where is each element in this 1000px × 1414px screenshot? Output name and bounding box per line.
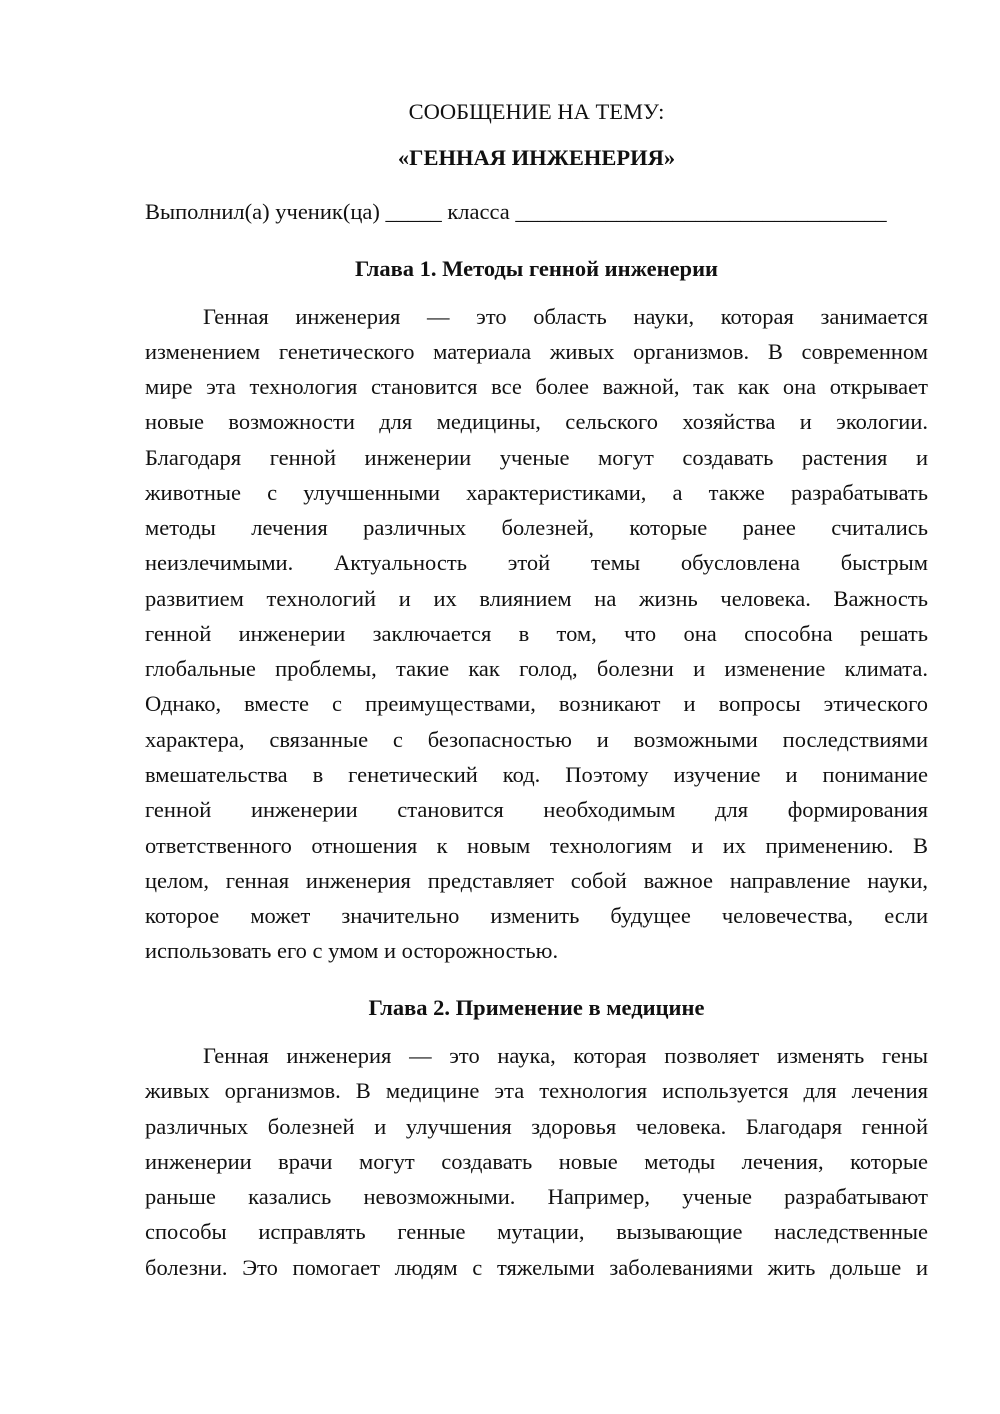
paragraph-line: характера, связанные с безопасностью и возможными последствиями — [145, 727, 928, 752]
paragraph-line: целом, генная инженерия представляет собой важное направление науки, — [145, 868, 928, 893]
paragraph-line: животные с улучшенными характеристиками, а также разрабатывать — [145, 480, 928, 505]
paragraph-line: вмешательства в генетический код. Поэтому изучение и понимание — [145, 762, 928, 787]
paragraph-line: Генная инженерия — это область науки, которая занимается — [203, 304, 928, 329]
paragraph-line: живых организмов. В медицине эта технология используется для лечения — [145, 1078, 928, 1103]
paragraph-line: инженерии врачи могут создавать новые методы лечения, которые — [145, 1149, 928, 1174]
paragraph-line: Однако, вместе с преимуществами, возникают и вопросы этического — [145, 691, 928, 716]
paragraph-line: Генная инженерия — это наука, которая позволяет изменять гены — [203, 1043, 928, 1068]
paragraph-line: генной инженерии становится необходимым для формирования — [145, 797, 928, 822]
chapter-1-heading: Глава 1. Методы генной инженерии — [354, 256, 719, 281]
paragraph-line: изменением генетического материала живых организмов. В современном — [145, 339, 928, 364]
paragraph-line: неизлечимыми. Актуальность этой темы обусловлена быстрым — [145, 550, 928, 575]
document-topic: «ГЕННАЯ ИНЖЕНЕРИЯ» — [397, 145, 676, 170]
paragraph-line: развитием технологий и их влиянием на жизнь человека. Важность — [145, 586, 928, 611]
performer-line: Выполнил(а) ученик(ца) _____ класса _________________________________ — [145, 199, 887, 224]
paragraph-line: генной инженерии заключается в том, что она способна решать — [145, 621, 928, 646]
document-title: СООБЩЕНИЕ НА ТЕМУ: — [408, 99, 665, 124]
paragraph-line: Благодаря генной инженерии ученые могут создавать растения и — [145, 445, 928, 470]
paragraph-line: способы исправлять генные мутации, вызывающие наследственные — [145, 1219, 928, 1244]
chapter-2-heading: Глава 2. Применение в медицине — [368, 995, 705, 1020]
paragraph-line: болезни. Это помогает людям с тяжелыми заболеваниями жить дольше и — [145, 1255, 928, 1280]
paragraph-line: раньше казались невозможными. Например, ученые разрабатывают — [145, 1184, 928, 1209]
paragraph-line: которое может значительно изменить будущее человечества, если — [145, 903, 928, 928]
paragraph-line: ответственного отношения к новым технологиям и их применению. В — [145, 833, 928, 858]
paragraph-line: различных болезней и улучшения здоровья человека. Благодаря генной — [145, 1114, 928, 1139]
paragraph-line: глобальные проблемы, такие как голод, болезни и изменение климата. — [145, 656, 928, 681]
paragraph-line: методы лечения различных болезней, которые ранее считались — [145, 515, 928, 540]
paragraph-line: мире эта технология становится все более важной, так как она открывает — [145, 374, 928, 399]
paragraph-line: использовать его с умом и осторожностью. — [145, 938, 559, 963]
paragraph-line: новые возможности для медицины, сельского хозяйства и экологии. — [145, 409, 928, 434]
